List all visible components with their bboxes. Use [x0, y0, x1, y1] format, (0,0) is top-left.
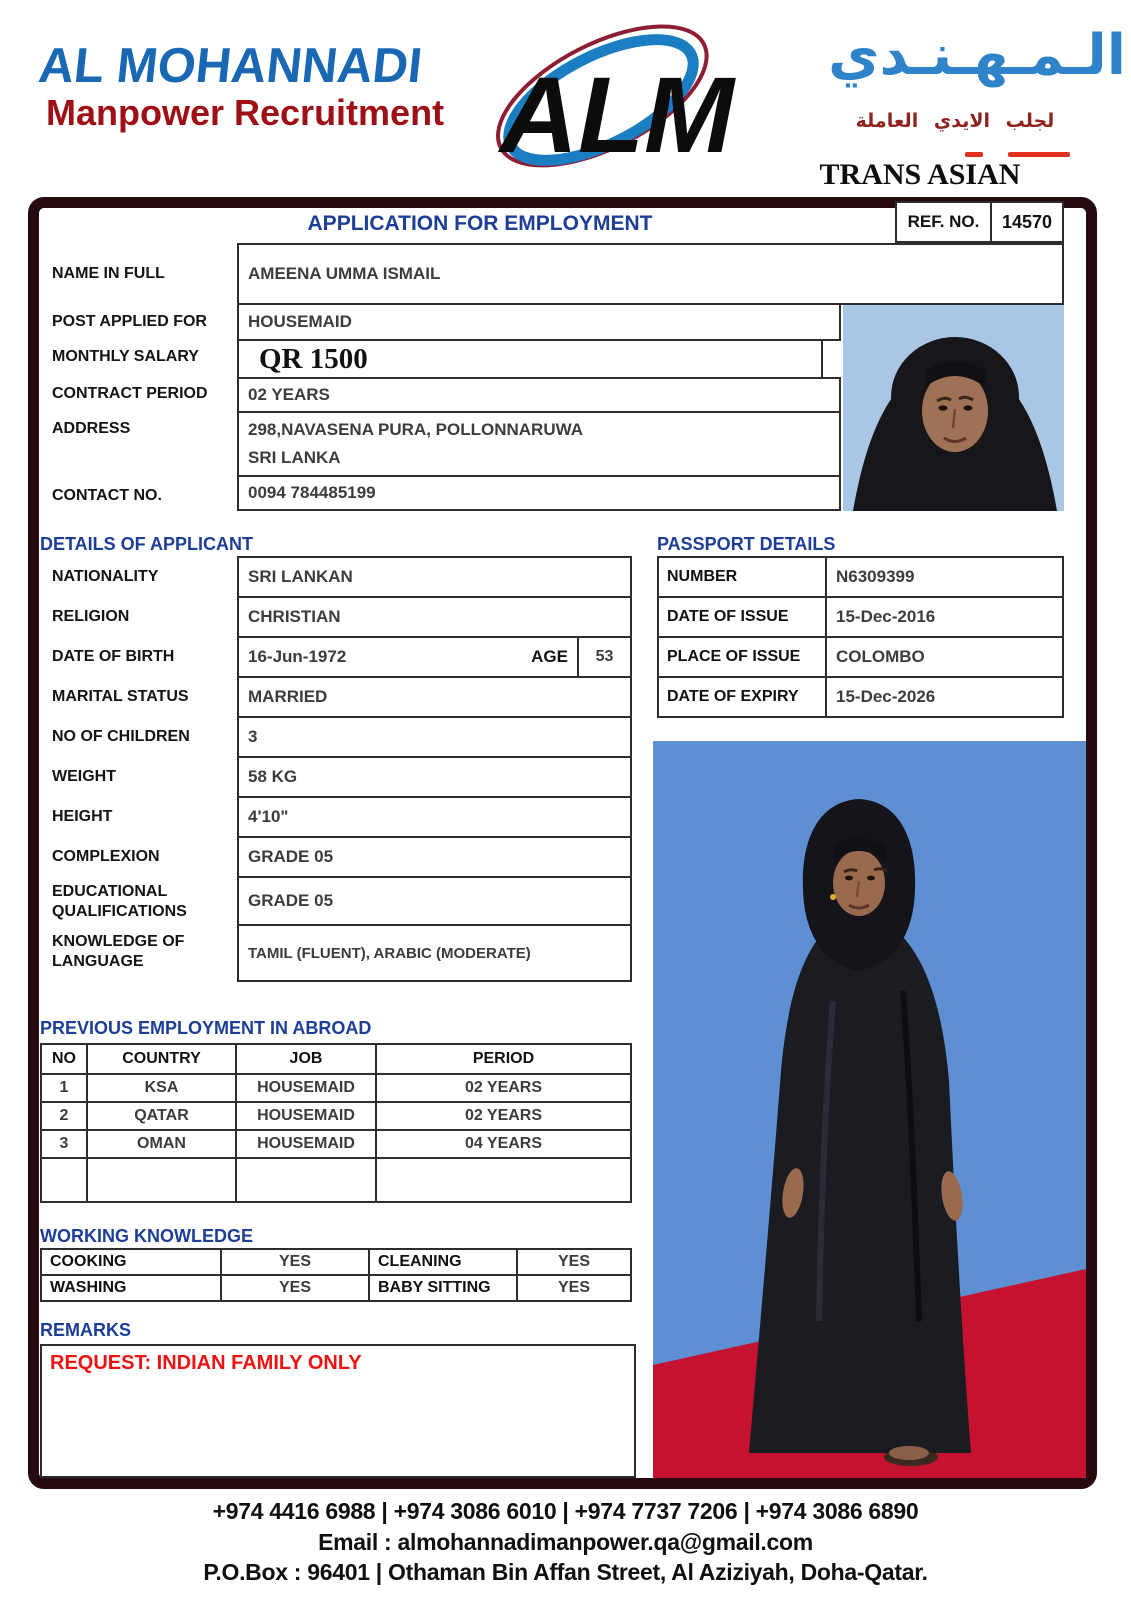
detail-value: CHRISTIAN: [237, 596, 632, 638]
footer-phones: +974 4416 6988 | +974 3086 6010 | +974 7737 7206 | +974 3086 6890: [212, 1498, 919, 1524]
portrait-photo-graphic: [843, 305, 1064, 511]
agency-tagline: Manpower Recruitment: [46, 92, 445, 133]
employment-cell: HOUSEMAID: [235, 1101, 377, 1131]
employment-cell: [40, 1157, 88, 1203]
working-value: YES: [516, 1248, 632, 1276]
employment-col-no: NO: [40, 1043, 88, 1075]
working-value: YES: [220, 1248, 370, 1276]
employment-cell: 2: [40, 1101, 88, 1131]
field-value-name: AMEENA UMMA ISMAIL: [237, 243, 1064, 305]
field-value-address: [237, 411, 841, 477]
red-underline-mark: [1008, 152, 1070, 157]
employment-cell: HOUSEMAID: [235, 1073, 377, 1103]
section-employment-heading: PREVIOUS EMPLOYMENT IN ABROAD: [40, 1018, 372, 1038]
field-value-post: HOUSEMAID: [237, 303, 841, 341]
section-details-heading: DETAILS OF APPLICANT: [40, 534, 253, 554]
detail-value-dob: [237, 636, 579, 678]
address-line-1: 298,NAVASENA PURA, POLLONNARUWA: [248, 420, 583, 440]
working-value: YES: [220, 1274, 370, 1302]
detail-label: NO OF CHILDREN: [52, 728, 190, 745]
alm-monogram-text: ALM: [500, 54, 734, 175]
field-value-contract: 02 YEARS: [237, 377, 841, 413]
employment-cell: [235, 1157, 377, 1203]
partner-name: TRANS ASIAN: [819, 158, 1021, 191]
field-label-address: ADDRESS: [52, 420, 131, 437]
field-label-name: NAME IN FULL: [52, 265, 165, 282]
alm-logo: [466, 0, 736, 195]
passport-value: 15-Dec-2026: [825, 676, 1064, 718]
field-value-contact: 0094 784485199: [237, 475, 841, 511]
form-title: APPLICATION FOR EMPLOYMENT: [307, 212, 653, 235]
detail-value: 3: [237, 716, 632, 758]
detail-label: MARITAL STATUS: [52, 688, 189, 705]
detail-label: NATIONALITY: [52, 568, 159, 585]
employment-cell: KSA: [86, 1073, 237, 1103]
detail-value: GRADE 05: [237, 836, 632, 878]
field-label-contact: CONTACT NO.: [52, 487, 162, 504]
agency-name: AL MOHANNADI: [36, 39, 425, 93]
employment-cell: 1: [40, 1073, 88, 1103]
working-label: BABY SITTING: [368, 1274, 518, 1302]
remarks-text: REQUEST: INDIAN FAMILY ONLY: [50, 1352, 362, 1374]
remarks-box: [40, 1344, 636, 1478]
age-value: 53: [577, 636, 632, 678]
field-label-contract: CONTRACT PERIOD: [52, 385, 208, 402]
employment-cell: OMAN: [86, 1129, 237, 1159]
employment-cell: HOUSEMAID: [235, 1129, 377, 1159]
age-label: AGE: [531, 647, 568, 666]
employment-cell: 02 YEARS: [375, 1073, 632, 1103]
detail-value: 4'10": [237, 796, 632, 838]
employment-cell: 3: [40, 1129, 88, 1159]
passport-value: 15-Dec-2016: [825, 596, 1064, 638]
employment-cell: [375, 1157, 632, 1203]
employment-cell: 04 YEARS: [375, 1129, 632, 1159]
footer-address: P.O.Box : 96401 | Othaman Bin Affan Street, Al Aziziyah, Doha-Qatar.: [203, 1559, 928, 1585]
passport-value: COLOMBO: [825, 636, 1064, 678]
field-label-post: POST APPLIED FOR: [52, 313, 207, 330]
arabic-agency-name: الـمـهـنـدي: [828, 23, 1126, 88]
passport-label: DATE OF ISSUE: [657, 596, 827, 638]
detail-label: EDUCATIONAL QUALIFICATIONS: [52, 883, 187, 920]
detail-label: WEIGHT: [52, 768, 116, 785]
employment-col-job: JOB: [235, 1043, 377, 1075]
detail-label: COMPLEXION: [52, 848, 160, 865]
employment-cell: [86, 1157, 237, 1203]
employment-col-country: COUNTRY: [86, 1043, 237, 1075]
section-passport-heading: PASSPORT DETAILS: [657, 534, 836, 554]
detail-label: RELIGION: [52, 608, 130, 625]
arabic-agency-tagline: لجلب الايدي العاملة: [855, 110, 1055, 132]
detail-label: KNOWLEDGE OF LANGUAGE: [52, 933, 185, 970]
passport-label: NUMBER: [657, 556, 827, 598]
red-underline-mark: [965, 152, 983, 157]
working-value: YES: [516, 1274, 632, 1302]
detail-label: HEIGHT: [52, 808, 113, 825]
section-remarks-heading: REMARKS: [40, 1320, 132, 1340]
applicant-portrait-photo: [843, 305, 1064, 511]
detail-value: SRI LANKAN: [237, 556, 632, 598]
working-label: COOKING: [40, 1248, 222, 1276]
footer-email: Email : almohannadimanpower.qa@gmail.com: [318, 1529, 813, 1555]
applicant-full-body-photo: [653, 741, 1086, 1478]
section-working-heading: WORKING KNOWLEDGE: [40, 1226, 253, 1246]
employment-cell: 02 YEARS: [375, 1101, 632, 1131]
field-value-salary: QR 1500: [237, 339, 823, 379]
detail-label: DATE OF BIRTH: [52, 648, 175, 665]
ref-no-value: 14570: [990, 201, 1064, 243]
working-label: CLEANING: [368, 1248, 518, 1276]
detail-value: GRADE 05: [237, 876, 632, 926]
employment-cell: QATAR: [86, 1101, 237, 1131]
detail-value: TAMIL (FLUENT), ARABIC (MODERATE): [237, 924, 632, 982]
passport-label: DATE OF EXPIRY: [657, 676, 827, 718]
passport-label: PLACE OF ISSUE: [657, 636, 827, 678]
working-label: WASHING: [40, 1274, 222, 1302]
dob-value: 16-Jun-1972: [248, 647, 347, 666]
employment-col-period: PERIOD: [375, 1043, 632, 1075]
alm-logo-graphic: [466, 0, 736, 195]
passport-value: N6309399: [825, 556, 1064, 598]
field-label-salary: MONTHLY SALARY: [52, 348, 199, 365]
address-line-2: SRI LANKA: [248, 447, 341, 467]
full-body-photo-graphic: [653, 741, 1086, 1478]
ref-no-label: REF. NO.: [895, 201, 992, 243]
detail-value: MARRIED: [237, 676, 632, 718]
detail-value: 58 KG: [237, 756, 632, 798]
